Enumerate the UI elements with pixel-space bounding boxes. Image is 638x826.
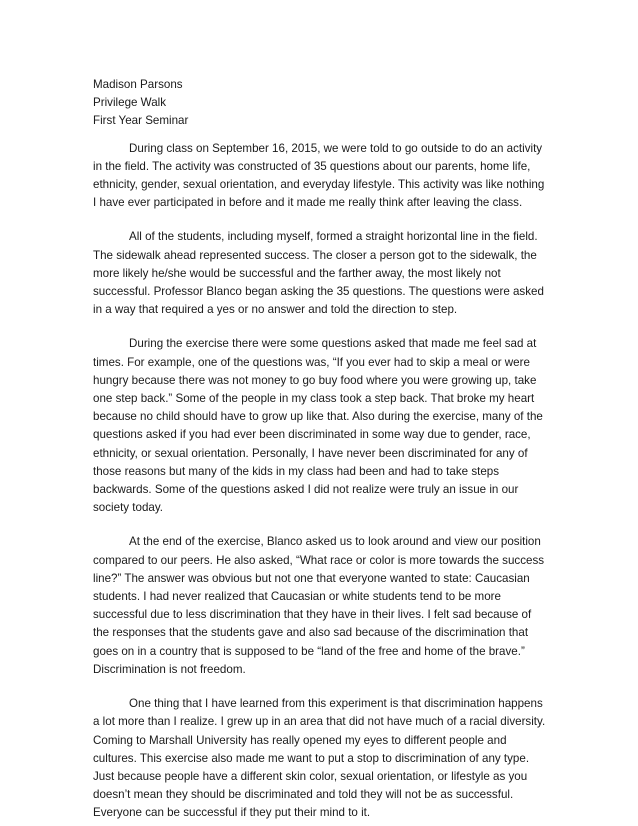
header-spacer [93,131,549,140]
paragraph-spacer [93,319,549,335]
paragraph-3: During the exercise there were some questions asked that made me feel sad at times. For example, one of the questions was, “If you ever had to skip a meal or were hungry because there was not money to go buy food where you were growing up, take one step back.” Some of the people in my class took a step back. That broke my heart because no child should have to grow up like that. Also during the exercise, many of the questions asked if you had ever been discriminated in some way due to gender, race, ethnicity, or sexual orientation. Personally, I have never been discriminated for any of those reasons but many of the kids in my class had been and had to take steps backwards. Some of the questions asked I did not realize were truly an issue in our society today. [93,337,543,515]
course-name: First Year Seminar [93,114,189,128]
paragraph-4: At the end of the exercise, Blanco asked us to look around and view our position compared to our peers. He also asked, “What race or color is more towards the success line?” The answer was obvious but not one that everyone wanted to state: Caucasian students. I had never realized that Caucasian or white students tend to be more successful due to less discrimination that they have in their lives. I felt sad because of the responses that the students gave and also sad because of the discrimination that goes on in a country that is supposed to be “land of the free and home of the brave.” Discrimination is not freedom. [93,535,545,676]
paragraph-5: One thing that I have learned from this experiment is that discrimination happens a lot more than I realize. I grew up in an area that did not have much of a racial diversity. Coming to Marshall University has really opened my eyes to different people and cultures. This exercise also made me want to put a stop to discrimination of any type. Just because people have a different skin color, sexual orientation, or lifestyle as you doesn’t mean they should be discriminated and told they will not be as successful. Everyone can be successful if they put their mind to it. [93,697,546,820]
paragraph-2: All of the students, including myself, formed a straight horizontal line in the field. The sidewalk ahead represented success. The closer a person got to the sidewalk, the more likely he/she would be successful and the farther away, the most likely not successful. Professor Blanco began asking the 35 questions. The questions were asked in a way that required a yes or no answer and told the direction to step. [93,230,544,317]
essay-title: Privilege Walk [93,96,167,110]
paragraph-spacer [93,517,549,533]
paragraph-1: During class on September 16, 2015, we were told to go outside to do an activity in the field. The activity was constructed of 35 questions about our parents, home life, ethnicity, gender, sexual orientation, and everyday lifestyle. This activity was like nothing I have ever participated in before and it made me really think after leaving the class. [93,141,545,210]
author-name: Madison Parsons [93,78,183,91]
document-body [93,76,549,823]
paragraph-spacer [93,679,549,695]
paragraph-spacer [93,212,549,228]
